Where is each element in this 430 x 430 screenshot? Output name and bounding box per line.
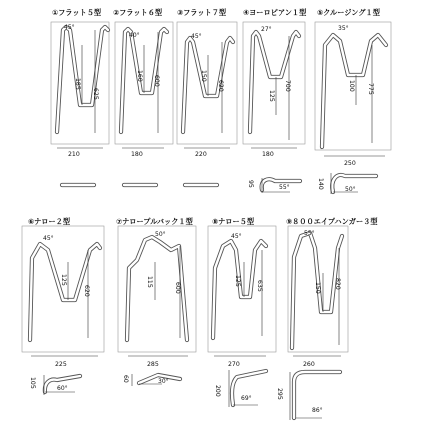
diagram-7-side-angle: 30° bbox=[158, 378, 169, 385]
diagram-5-title: ⑤クルージング１型 bbox=[317, 8, 380, 17]
diagram-2-angle: 40° bbox=[129, 32, 140, 39]
diagram-8-height: 635 bbox=[256, 280, 263, 292]
diagram-7-side-rise: 60 bbox=[122, 375, 129, 383]
diagram-7-height: 600 bbox=[174, 282, 181, 294]
diagram-7-side-view bbox=[122, 374, 180, 386]
diagram-6-frame bbox=[22, 226, 104, 352]
diagram-7-title: ⑦ナロープルバック１型 bbox=[116, 217, 193, 226]
diagram-6-angle: 45° bbox=[43, 235, 54, 242]
diagram-8-angle: 45° bbox=[231, 233, 242, 240]
diagram-6-drop: 125 bbox=[60, 274, 67, 286]
diagram-5-drop: 100 bbox=[348, 80, 355, 92]
diagram-6 bbox=[22, 217, 104, 395]
diagram-2-width: 180 bbox=[131, 151, 143, 158]
diagram-8-width: 270 bbox=[228, 361, 240, 368]
diagram-3-width: 220 bbox=[195, 151, 207, 158]
diagram-5-side-angle: 50° bbox=[345, 186, 356, 193]
diagram-1-width: 210 bbox=[68, 151, 80, 158]
diagram-5-angle: 35° bbox=[338, 25, 349, 32]
diagram-1-angle: 45° bbox=[64, 24, 75, 31]
diagram-9-angle: 55° bbox=[304, 230, 315, 237]
diagram-5-side-view bbox=[317, 173, 376, 194]
diagram-8 bbox=[208, 217, 276, 407]
diagram-4-width: 180 bbox=[262, 151, 274, 158]
diagram-4-angle: 27° bbox=[261, 26, 272, 33]
diagram-4-side-rise: 95 bbox=[247, 180, 254, 188]
diagram-4-side-view bbox=[247, 178, 300, 193]
diagram-6-width: 225 bbox=[55, 361, 67, 368]
diagram-8-side-rise: 200 bbox=[214, 385, 221, 397]
diagram-7-width: 285 bbox=[147, 361, 159, 368]
diagram-4 bbox=[243, 8, 307, 193]
diagram-1-title: ①フラット５型 bbox=[52, 8, 102, 17]
diagram-5 bbox=[315, 8, 391, 194]
diagram-7-angle: 50° bbox=[155, 231, 166, 238]
diagram-4-side-angle: 55° bbox=[279, 184, 290, 191]
diagram-9 bbox=[276, 217, 378, 420]
diagram-9-side-angle: 86° bbox=[312, 407, 323, 414]
diagram-2 bbox=[113, 8, 173, 185]
diagram-2-title: ②フラット６型 bbox=[113, 8, 163, 17]
diagram-9-width: 260 bbox=[303, 361, 315, 368]
diagram-4-height: 700 bbox=[284, 80, 291, 92]
diagram-2-drop: 160 bbox=[136, 70, 143, 82]
diagram-6-side-view bbox=[29, 375, 80, 395]
diagram-7 bbox=[116, 217, 196, 386]
diagram-6-title: ⑥ナロー２型 bbox=[28, 217, 71, 226]
diagram-3-title: ③フラット７型 bbox=[177, 8, 227, 17]
diagram-8-side-view bbox=[214, 370, 266, 407]
diagram-1-drop: 185 bbox=[74, 78, 81, 90]
diagram-4-drop: 125 bbox=[268, 90, 275, 102]
diagram-6-side-angle: 60° bbox=[57, 385, 68, 392]
diagram-3-height: 620 bbox=[217, 80, 224, 92]
diagram-4-title: ④ヨーロピアン１型 bbox=[243, 8, 307, 17]
diagram-7-drop: 115 bbox=[146, 276, 153, 288]
diagram-9-side-rise: 295 bbox=[276, 388, 283, 400]
diagram-9-title: ⑨８００エイプハンガー３型 bbox=[286, 217, 378, 226]
diagram-3 bbox=[177, 8, 237, 185]
diagram-6-height: 620 bbox=[83, 285, 90, 297]
diagram-1-height: 625 bbox=[92, 88, 99, 100]
diagram-5-side-rise: 140 bbox=[317, 178, 324, 190]
diagram-3-angle: 45° bbox=[191, 33, 202, 40]
diagram-8-side-angle: 69° bbox=[241, 395, 252, 402]
diagram-9-side-view bbox=[276, 372, 340, 420]
diagram-9-drop: 150 bbox=[314, 282, 321, 294]
diagram-6-side-rise: 105 bbox=[29, 377, 36, 389]
diagram-1 bbox=[51, 8, 109, 185]
diagram-9-height: 820 bbox=[334, 278, 341, 290]
diagram-2-height: 600 bbox=[153, 75, 160, 87]
diagram-5-height: 775 bbox=[367, 83, 374, 95]
diagram-5-width: 250 bbox=[344, 160, 356, 167]
diagram-8-title: ⑧ナロー５型 bbox=[212, 217, 255, 226]
diagram-3-drop: 150 bbox=[200, 70, 207, 82]
diagram-8-drop: 125 bbox=[234, 275, 241, 287]
